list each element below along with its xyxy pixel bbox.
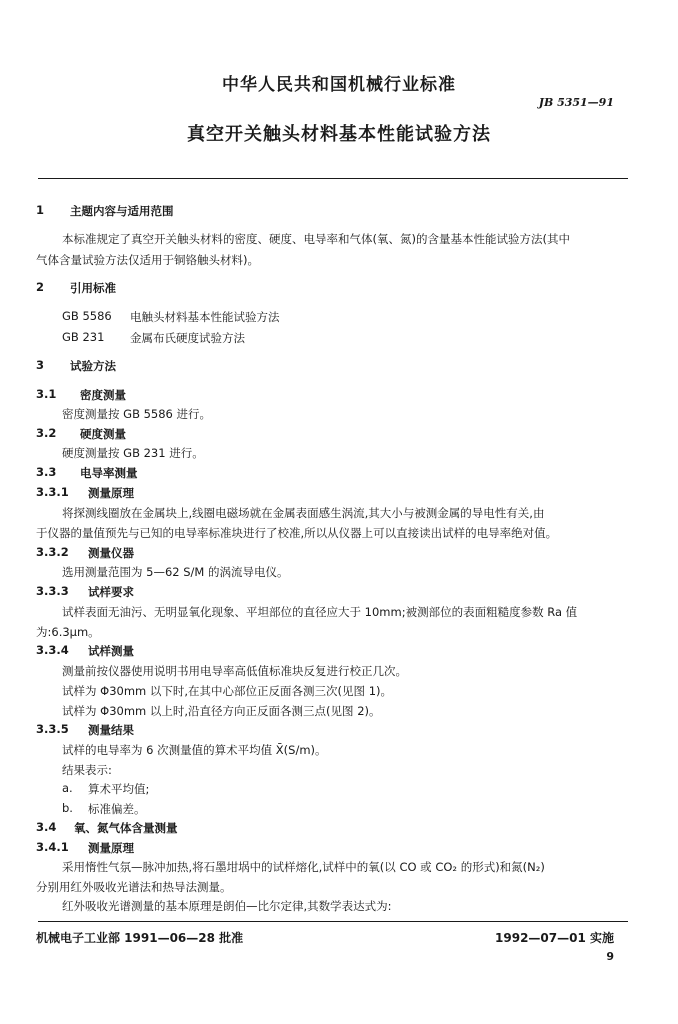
section-3-3-3-heading: 试样要求 (88, 585, 134, 599)
section-3-3-4-number: 3.3.4 (36, 643, 69, 657)
result-item-b: 标准偏差。 (88, 802, 146, 816)
result-item-b-label: b. (62, 801, 73, 815)
section-3-3-4-para-line1: 测量前按仪器使用说明书用电导率高低值标准块反复进行校正几次。 (62, 664, 407, 678)
section-3-4-heading: 氧、氮气体含量测量 (74, 821, 178, 835)
section-2-number: 2 (36, 280, 45, 294)
section-3-3-2-para: 选用测量范围为 5—62 S/M 的涡流导电仪。 (62, 565, 289, 579)
reference-2-code: GB 231 (62, 330, 105, 344)
section-3-3-5-number: 3.3.5 (36, 722, 69, 736)
section-3-3-2-number: 3.3.2 (36, 545, 69, 559)
section-3-3-heading: 电导率测量 (80, 466, 138, 480)
section-3-4-1-number: 3.4.1 (36, 840, 69, 854)
section-3-3-2-heading: 测量仪器 (88, 546, 134, 560)
section-3-4-number: 3.4 (36, 820, 57, 834)
section-3-4-1-heading: 测量原理 (88, 841, 134, 855)
result-item-a: 算术平均值; (88, 782, 150, 796)
section-3-2-heading: 硬度测量 (80, 427, 126, 441)
reference-1-code: GB 5586 (62, 309, 112, 323)
document-title: 真空开关触头材料基本性能试验方法 (187, 124, 491, 145)
section-3-4-1-para-line2: 分别用红外吸收光谱法和热导法测量。 (36, 880, 232, 894)
section-3-4-1-para-line1: 采用惰性气氛—脉冲加热,将石墨坩埚中的试样熔化,试样中的氧(以 CO 或 CO₂ 的形式)和氮(N₂) (62, 860, 545, 874)
section-3-3-number: 3.3 (36, 465, 57, 479)
section-3-2-number: 3.2 (36, 426, 57, 440)
section-3-number: 3 (36, 358, 45, 372)
result-item-a-label: a. (62, 781, 73, 795)
section-3-3-4-para-line3: 试样为 Φ30mm 以上时,沿直径方向正反面各测三点(见图 2)。 (62, 704, 381, 718)
section-3-3-1-heading: 测量原理 (88, 486, 134, 500)
section-3-3-1-para-line2: 于仪器的量值预先与已知的电导率标准块进行了校准,所以从仪器上可以直接读出试样的电导率绝对值。 (36, 526, 558, 540)
section-1-heading: 主题内容与适用范围 (70, 204, 174, 218)
reference-2-name: 金属布氏硬度试验方法 (130, 331, 245, 345)
section-1-number: 1 (36, 203, 45, 217)
section-3-heading: 试验方法 (70, 359, 116, 373)
footer-rule (38, 921, 628, 922)
result-label: 结果表示: (62, 763, 112, 777)
section-3-3-4-heading: 试样测量 (88, 644, 134, 658)
section-1-para-line2: 气体含量试验方法仅适用于铜铬触头材料)。 (36, 253, 259, 267)
section-3-3-3-para-line2: 为:6.3μm。 (36, 625, 100, 639)
reference-1-name: 电触头材料基本性能试验方法 (130, 310, 280, 324)
section-3-2-para: 硬度测量按 GB 231 进行。 (62, 446, 204, 460)
section-1-para-line1: 本标准规定了真空开关触头材料的密度、硬度、电导率和气体(氧、氮)的含量基本性能试验方法(其中 (62, 232, 570, 246)
section-3-3-5-heading: 测量结果 (88, 723, 134, 737)
standard-number: JB 5351—91 (538, 96, 614, 109)
section-3-1-para: 密度测量按 GB 5586 进行。 (62, 407, 212, 421)
header-rule (38, 178, 628, 179)
approval-line: 机械电子工业部 1991—06—28 批准 (36, 931, 244, 945)
standard-org-title: 中华人民共和国机械行业标准 (222, 75, 456, 95)
section-2-heading: 引用标准 (70, 281, 116, 295)
section-3-3-4-para-line2: 试样为 Φ30mm 以下时,在其中心部位正反面各测三次(见图 1)。 (62, 684, 392, 698)
section-3-4-1-para-line3: 红外吸收光谱测量的基本原理是朗伯—比尔定律,其数学表达式为: (62, 899, 392, 913)
section-3-1-number: 3.1 (36, 387, 57, 401)
section-3-3-3-para-line1: 试样表面无油污、无明显氧化现象、平坦部位的直径应大于 10mm;被测部位的表面粗糙度参数 Ra 值 (62, 605, 578, 619)
section-3-3-1-para-line1: 将探测线圈放在金属块上,线圈电磁场就在金属表面感生涡流,其大小与被测金属的导电性有关,由 (62, 506, 545, 520)
section-3-1-heading: 密度测量 (80, 388, 126, 402)
section-3-3-3-number: 3.3.3 (36, 584, 69, 598)
section-3-3-5-para: 试样的电导率为 6 次测量值的算术平均值 X̄(S/m)。 (62, 743, 327, 757)
page-number: 9 (606, 950, 614, 963)
section-3-3-1-number: 3.3.1 (36, 485, 69, 499)
implementation-date: 1992—07—01 实施 (495, 931, 614, 945)
